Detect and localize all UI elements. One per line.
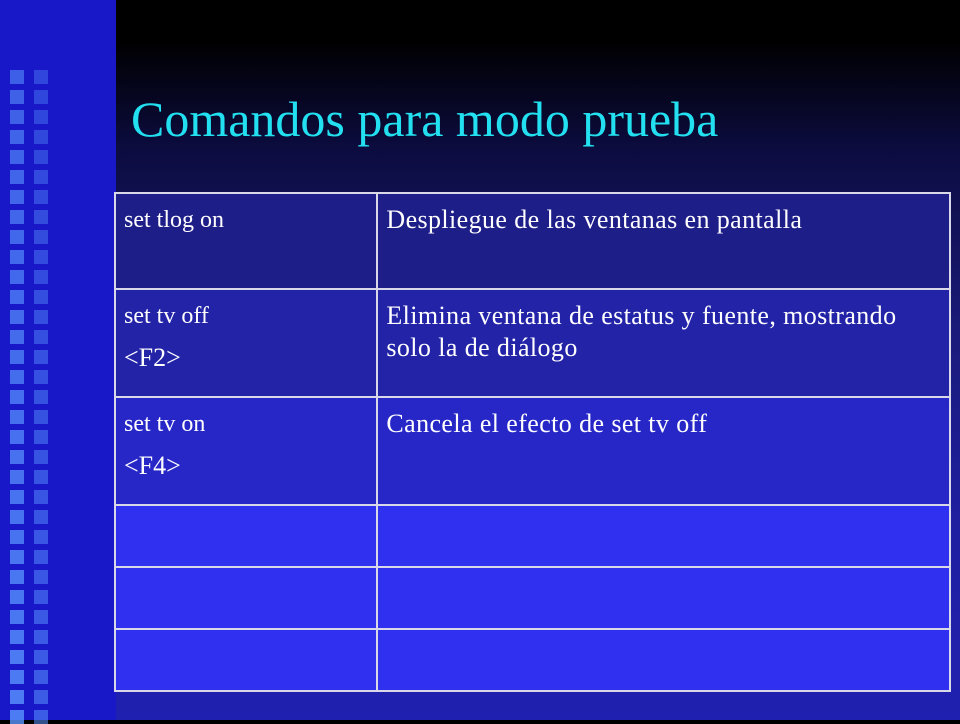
commands-table bbox=[114, 192, 951, 692]
decorative-square bbox=[10, 110, 24, 124]
decorative-square bbox=[10, 450, 24, 464]
decorative-square bbox=[10, 310, 24, 324]
table-row bbox=[115, 567, 950, 629]
decorative-square bbox=[34, 490, 48, 504]
decorative-square bbox=[10, 390, 24, 404]
decorative-square bbox=[10, 490, 24, 504]
decorative-square bbox=[34, 230, 48, 244]
decorative-square bbox=[34, 250, 48, 264]
decorative-square bbox=[10, 630, 24, 644]
left-decorative-band bbox=[0, 0, 116, 720]
decorative-square bbox=[10, 270, 24, 284]
table-row bbox=[115, 397, 950, 505]
decorative-square bbox=[34, 610, 48, 624]
decorative-square bbox=[34, 330, 48, 344]
decorative-square bbox=[34, 470, 48, 484]
decorative-square bbox=[10, 150, 24, 164]
decorative-square bbox=[34, 350, 48, 364]
decorative-square bbox=[10, 570, 24, 584]
decorative-square bbox=[10, 510, 24, 524]
command-cell bbox=[115, 397, 377, 505]
decorative-square bbox=[10, 290, 24, 304]
decorative-square bbox=[34, 430, 48, 444]
square-pattern-column bbox=[34, 0, 52, 720]
decorative-square bbox=[10, 590, 24, 604]
decorative-square bbox=[34, 270, 48, 284]
decorative-square bbox=[34, 450, 48, 464]
decorative-square bbox=[10, 530, 24, 544]
command-text: set tlog on bbox=[124, 207, 224, 233]
decorative-square bbox=[10, 610, 24, 624]
command-text: set tv off bbox=[124, 303, 209, 329]
table-row bbox=[115, 505, 950, 567]
decorative-square bbox=[34, 290, 48, 304]
decorative-square bbox=[34, 510, 48, 524]
decorative-square bbox=[10, 350, 24, 364]
table-row bbox=[115, 289, 950, 397]
decorative-square bbox=[10, 370, 24, 384]
decorative-square bbox=[34, 550, 48, 564]
key-shortcut-text: <F2> bbox=[124, 343, 181, 372]
empty-cell bbox=[115, 629, 377, 691]
decorative-square bbox=[10, 70, 24, 84]
decorative-square bbox=[10, 90, 24, 104]
decorative-square bbox=[34, 370, 48, 384]
description-cell bbox=[377, 289, 950, 397]
decorative-square bbox=[34, 90, 48, 104]
description-text: Despliegue de las ventanas en pantalla bbox=[386, 205, 803, 234]
decorative-square bbox=[34, 590, 48, 604]
decorative-square bbox=[34, 630, 48, 644]
empty-cell bbox=[115, 505, 377, 567]
decorative-square bbox=[34, 410, 48, 424]
decorative-square bbox=[10, 690, 24, 704]
empty-cell bbox=[377, 629, 950, 691]
decorative-square bbox=[34, 390, 48, 404]
slide-title: Comandos para modo prueba bbox=[131, 91, 719, 147]
empty-cell bbox=[377, 567, 950, 629]
decorative-square bbox=[10, 230, 24, 244]
description-cell bbox=[377, 193, 950, 289]
decorative-square bbox=[34, 170, 48, 184]
decorative-square bbox=[34, 130, 48, 144]
command-cell bbox=[115, 289, 377, 397]
empty-cell bbox=[115, 567, 377, 629]
decorative-square bbox=[10, 550, 24, 564]
decorative-square bbox=[34, 210, 48, 224]
decorative-square bbox=[10, 710, 24, 724]
decorative-square bbox=[34, 190, 48, 204]
table-row bbox=[115, 193, 950, 289]
description-text: Elimina ventana de estatus y fuente, mostrando solo la de diálogo bbox=[386, 301, 897, 362]
empty-cell bbox=[377, 505, 950, 567]
decorative-square bbox=[34, 70, 48, 84]
decorative-square bbox=[34, 670, 48, 684]
table-row bbox=[115, 629, 950, 691]
description-text: Cancela el efecto de set tv off bbox=[386, 409, 708, 438]
decorative-square bbox=[10, 250, 24, 264]
key-shortcut-text: <F4> bbox=[124, 451, 181, 480]
decorative-square bbox=[10, 470, 24, 484]
decorative-square bbox=[10, 330, 24, 344]
decorative-square bbox=[10, 170, 24, 184]
decorative-square bbox=[10, 190, 24, 204]
decorative-square bbox=[34, 710, 48, 724]
decorative-square bbox=[10, 670, 24, 684]
decorative-square bbox=[10, 130, 24, 144]
command-text: set tv on bbox=[124, 411, 206, 437]
square-pattern-column bbox=[10, 0, 28, 720]
decorative-square bbox=[34, 650, 48, 664]
decorative-square bbox=[34, 530, 48, 544]
decorative-square bbox=[34, 110, 48, 124]
decorative-square bbox=[10, 430, 24, 444]
command-cell bbox=[115, 193, 377, 289]
decorative-square bbox=[34, 690, 48, 704]
decorative-square bbox=[10, 410, 24, 424]
decorative-square bbox=[34, 150, 48, 164]
decorative-square bbox=[34, 310, 48, 324]
decorative-square bbox=[10, 650, 24, 664]
decorative-square bbox=[34, 570, 48, 584]
decorative-square bbox=[10, 210, 24, 224]
description-cell bbox=[377, 397, 950, 505]
